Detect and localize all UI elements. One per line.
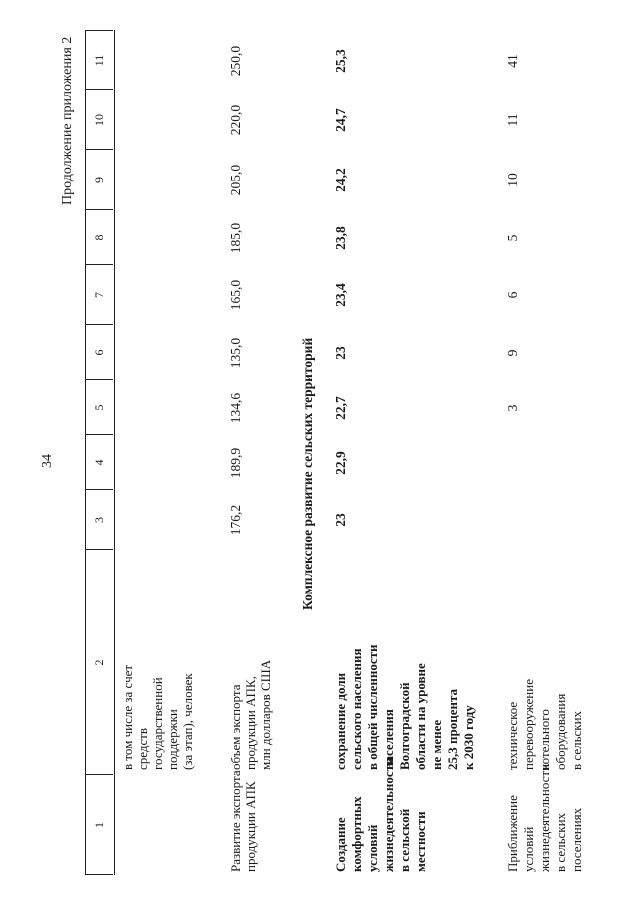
comfort-val-9: 24,2 [333,168,348,192]
col-header-9: 9 [92,177,106,183]
export-val-10: 220,0 [228,104,243,136]
export-val-3: 176,2 [228,504,243,536]
export-val-6: 135,0 [228,337,243,369]
col-header-8: 8 [92,234,106,241]
col-header-11: 11 [92,54,106,67]
comfort-val-10: 24,7 [333,108,348,132]
comfort-val-7: 23,4 [333,283,348,307]
approx-val-5: 3 [505,404,520,412]
export-val-8: 185,0 [228,222,243,254]
comfort-val-6: 23 [333,346,348,360]
col-header-2: 2 [92,659,106,666]
comfort-indicator: сохранение доли сельского населения в общей численности населения Волгоградской области на уровне не менее 25,3 процента к 2030 году [333,644,476,770]
col-header-5: 5 [92,404,106,411]
export-val-11: 250,0 [228,45,243,77]
comfort-val-11: 25,3 [333,49,348,73]
export-val-7: 165,0 [228,279,243,311]
comfort-val-3: 23 [333,513,348,527]
col-header-3: 3 [92,517,106,523]
comfort-val-8: 23,8 [333,226,348,250]
continuation-note: Продолжение приложения 2 [60,36,75,205]
approx-val-8: 5 [505,234,520,242]
comfort-val-5: 22,7 [333,396,348,420]
export-direction: Развитие экспорта продукции АПК [228,770,258,872]
col-header-7: 7 [92,292,106,298]
section-title: Комплексное развитие сельских территорий [300,337,315,610]
export-indicator: объем экспорта продукции АПК, млн долларов США [228,659,273,770]
approx-direction: Приближение условий жизнедеятельности в сельских поселениях [505,763,584,872]
approx-val-6: 9 [505,349,520,357]
subsidy-row-label: в том числе за счет средств государственной поддержки (за этап), человек [120,664,195,770]
col-header-6: 6 [92,349,106,356]
export-val-9: 205,0 [228,164,243,196]
approx-val-7: 6 [505,291,520,299]
col-header-10: 10 [92,114,106,126]
comfort-direction: Создание комфортных условий жизнедеятельности в сельской местности [333,757,428,872]
col-header-4: 4 [92,459,106,466]
approx-val-11: 41 [505,54,520,68]
approx-val-9: 10 [505,173,520,187]
export-val-4: 189,9 [228,447,243,479]
approx-val-10: 11 [505,113,520,127]
comfort-val-4: 22,9 [333,451,348,475]
approx-indicator: техническое перевооружение котельного оборудования в сельских [505,679,584,770]
col-header-1: 1 [92,822,106,828]
page-number: 34 [40,454,55,468]
export-val-5: 134,6 [228,392,243,424]
